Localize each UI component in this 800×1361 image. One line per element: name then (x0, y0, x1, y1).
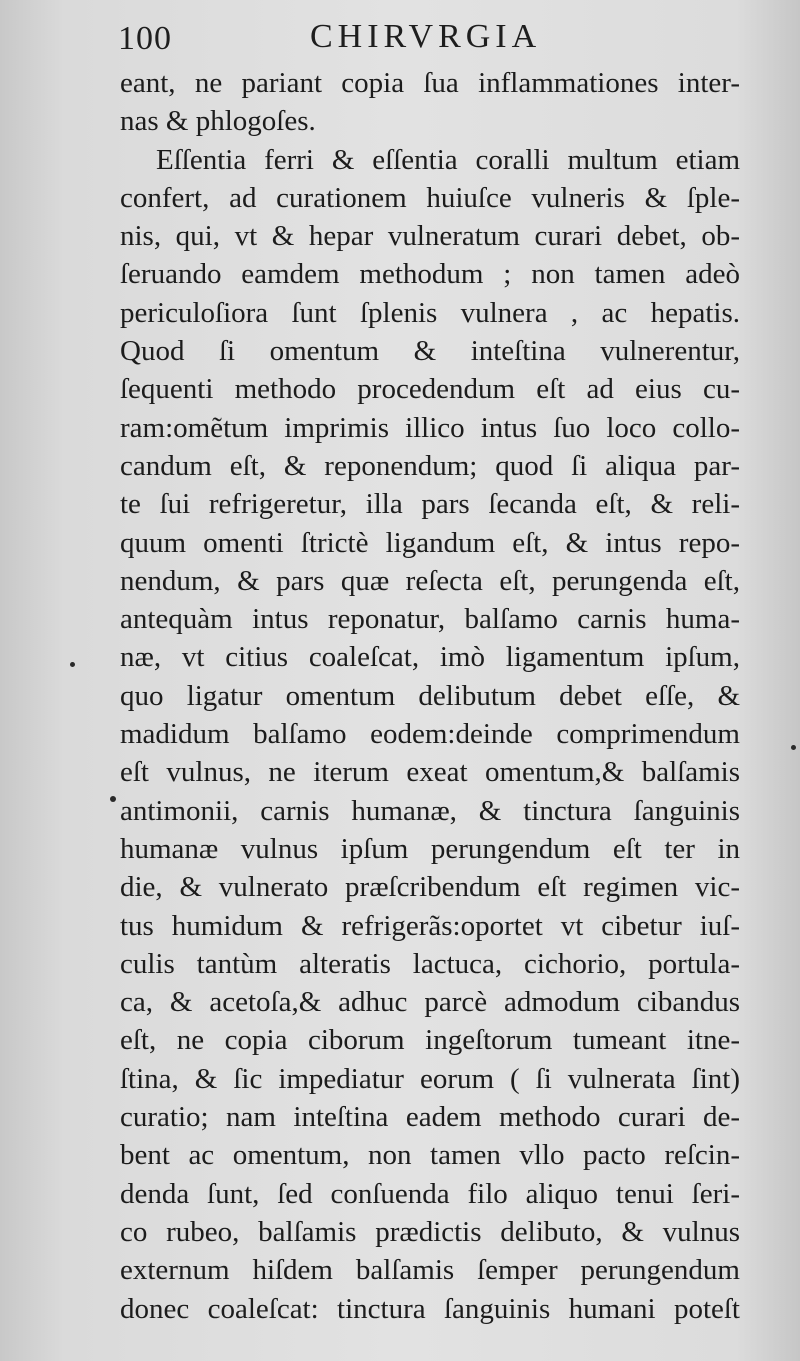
text-line: tus humidum & refrigerãs:oportet vt cibetur iuſ- (120, 909, 740, 942)
text-line: quum omenti ſtrictè ligandum eſt, & intus repo- (120, 526, 740, 559)
text-line: ſtina, & ſic impediatur eorum ( ſi vulnerata ſint) (120, 1062, 740, 1095)
text-line: denda ſunt, ſed conſuenda filo aliquo tenui ſeri- (120, 1177, 740, 1210)
page-header (118, 14, 718, 60)
page-number: 100 (118, 20, 172, 57)
text-line: culis tantùm alteratis lactuca, cichorio, portula- (120, 947, 740, 980)
text-line: nendum, & pars quæ reſecta eſt, perungenda eſt, (120, 564, 740, 597)
body-text (120, 64, 740, 1328)
text-line: confert, ad curationem huiuſce vulneris & ſple- (120, 181, 740, 214)
text-line: die, & vulnerato præſcribendum eſt regimen vic- (120, 871, 740, 904)
text-line: ſeruando eamdem methodum ; non tamen adeò (120, 258, 740, 291)
text-line: te ſui refrigeretur, illa pars ſecanda eſt, & reli- (120, 488, 740, 521)
text-line: ca, & acetoſa,& adhuc parcè admodum cibandus (120, 986, 740, 1019)
text-line: antequàm intus reponatur, balſamo carnis huma- (120, 603, 740, 636)
text-line: bent ac omentum, non tamen vllo pacto reſcin- (120, 1139, 740, 1172)
running-title: CHIRVRGIA (310, 18, 542, 55)
text-line: eſt, ne copia ciborum ingeſtorum tumeant itne- (120, 1024, 740, 1057)
text-line: co rubeo, balſamis prædictis delibuto, & vulnus (120, 1215, 740, 1248)
text-line: nas & phlogoſes. (120, 105, 316, 138)
text-line: nis, qui, vt & hepar vulneratum curari debet, ob- (120, 220, 740, 253)
text-line: næ, vt citius coaleſcat, imò ligamentum ipſum, (120, 641, 740, 674)
text-line: externum hiſdem balſamis ſemper perungendum (120, 1254, 740, 1287)
text-line: candum eſt, & reponendum; quod ſi aliqua par- (120, 449, 740, 482)
text-line: Eſſentia ferri & eſſentia coralli multum etiam (156, 143, 740, 176)
text-line: ſequenti methodo procedendum eſt ad eius cu- (120, 373, 740, 406)
text-line: eant, ne pariant copia ſua inflammationes inter- (120, 67, 740, 99)
text-line: periculoſiora ſunt ſplenis vulnera , ac hepatis. (120, 296, 740, 329)
text-line: antimonii, carnis humanæ, & tinctura ſanguinis (120, 794, 740, 827)
text-line: quo ligatur omentum delibutum debet eſſe, & (120, 679, 740, 712)
text-line: Quod ſi omentum & inteſtina vulnerentur, (120, 335, 740, 368)
ink-speck (791, 745, 796, 750)
ink-speck (70, 662, 75, 667)
text-line: ram:omẽtum imprimis illico intus ſuo loco collo- (120, 411, 740, 444)
text-line: donec coaleſcat: tinctura ſanguinis humani poteſt (120, 1292, 740, 1325)
ink-speck (110, 796, 116, 802)
text-line: humanæ vulnus ipſum perungendum eſt ter in (120, 832, 740, 865)
text-line: eſt vulnus, ne iterum exeat omentum,& balſamis (120, 756, 740, 789)
text-line: curatio; nam inteſtina eadem methodo curari de- (120, 1101, 740, 1134)
text-line: madidum balſamo eodem:deinde comprimendum (120, 718, 740, 751)
